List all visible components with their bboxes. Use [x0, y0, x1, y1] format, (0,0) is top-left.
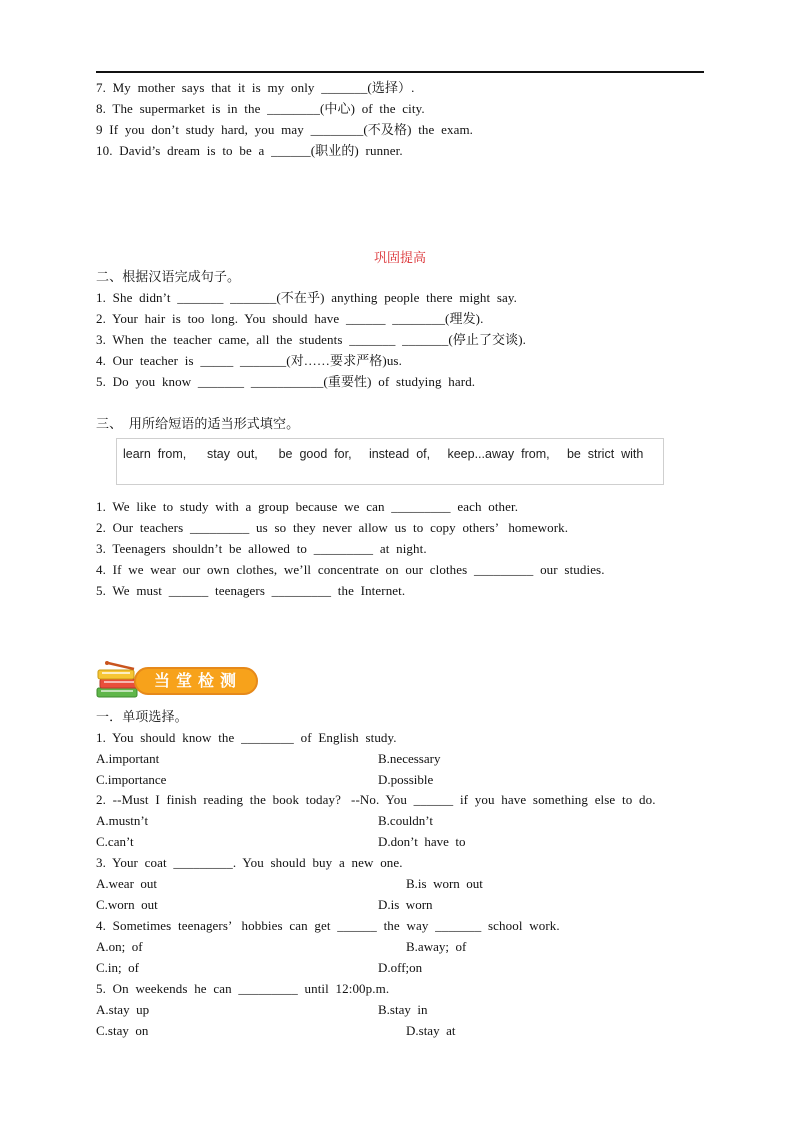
part3-item-4: 4. If we wear our own clothes, we’ll concentrate on our clothes _________ our studies.	[96, 562, 605, 577]
part2-heading: 二、根据汉语完成句子。	[96, 269, 241, 284]
banner-label: 当堂检测	[153, 671, 242, 690]
exercise-item-9: 9 If you don’t study hard, you may ________(不及格) the exam.	[96, 122, 474, 137]
exercise-item-7: 7. My mother says that it is my only _______(选择）.	[96, 80, 415, 95]
exercise-item-8: 8. The supermarket is in the ________(中心) of the city.	[96, 101, 425, 116]
question-2-stem: 2. --Must I finish reading the book today? --No. You ______ if you have something else to do.	[96, 792, 656, 807]
part3-item-2: 2. Our teachers _________ us so they never allow us to copy others’ homework.	[96, 520, 569, 535]
question-2-option-a: A.mustn’t	[96, 813, 149, 828]
section-banner	[94, 660, 264, 702]
question-1-option-a: A.important	[96, 751, 160, 766]
part2-item-2: 2. Your hair is too long. You should have ______ ________(理发).	[96, 311, 484, 326]
question-3-option-c: C.worn out	[96, 897, 158, 912]
part3-item-1: 1. We like to study with a group because we can _________ each other.	[96, 499, 519, 514]
question-2-option-c: C.can’t	[96, 834, 134, 849]
question-4-stem: 4. Sometimes teenagers’ hobbies can get ______ the way _______ school work.	[96, 918, 560, 933]
question-1-option-c: C.importance	[96, 772, 167, 787]
part2-item-1: 1. She didn’t _______ _______(不在乎) anything people there might say.	[96, 290, 518, 305]
banner-pill	[134, 667, 258, 695]
question-4-option-b: B.away; of	[406, 939, 467, 954]
question-3-stem: 3. Your coat _________. You should buy a new one.	[96, 855, 403, 870]
section-title: 巩固提高	[373, 250, 426, 265]
question-1-stem: 1. You should know the ________ of English study.	[96, 730, 397, 745]
question-5-option-b: B.stay in	[378, 1002, 428, 1017]
part2-item-3: 3. When the teacher came, all the students _______ _______(停止了交谈).	[96, 332, 527, 347]
question-2-option-b: B.couldn’t	[378, 813, 434, 828]
question-5-option-d: D.stay at	[406, 1023, 456, 1038]
part1-heading: 一．单项选择。	[96, 709, 188, 724]
question-4-option-d: D.off;on	[378, 960, 423, 975]
question-4-option-a: A.on; of	[96, 939, 143, 954]
question-5-stem: 5. On weekends he can _________ until 12:00p.m.	[96, 981, 390, 996]
question-3-option-b: B.is worn out	[406, 876, 483, 891]
question-4-option-c: C.in; of	[96, 960, 139, 975]
question-2-option-d: D.don’t have to	[378, 834, 466, 849]
part2-item-5: 5. Do you know _______ ___________(重要性) of studying hard.	[96, 374, 476, 389]
header-rule	[96, 71, 704, 73]
part2-item-4: 4. Our teacher is _____ _______(对……要求严格)us.	[96, 353, 402, 368]
question-3-option-d: D.is worn	[378, 897, 433, 912]
part3-item-3: 3. Teenagers shouldn’t be allowed to _________ at night.	[96, 541, 427, 556]
phrase-box	[116, 438, 664, 485]
question-5-option-a: A.stay up	[96, 1002, 150, 1017]
question-1-option-d: D.possible	[378, 772, 434, 787]
part3-heading: 三、 用所给短语的适当形式填空。	[96, 416, 300, 431]
exercise-item-10: 10. David’s dream is to be a ______(职业的) runner.	[96, 143, 403, 158]
part3-item-5: 5. We must ______ teenagers _________ the Internet.	[96, 583, 406, 598]
question-5-option-c: C.stay on	[96, 1023, 149, 1038]
phrase-list: learn from, stay out, be good for, instead of, keep...away from, be strict with	[123, 447, 644, 461]
question-3-option-a: A.wear out	[96, 876, 158, 891]
question-1-option-b: B.necessary	[378, 751, 441, 766]
